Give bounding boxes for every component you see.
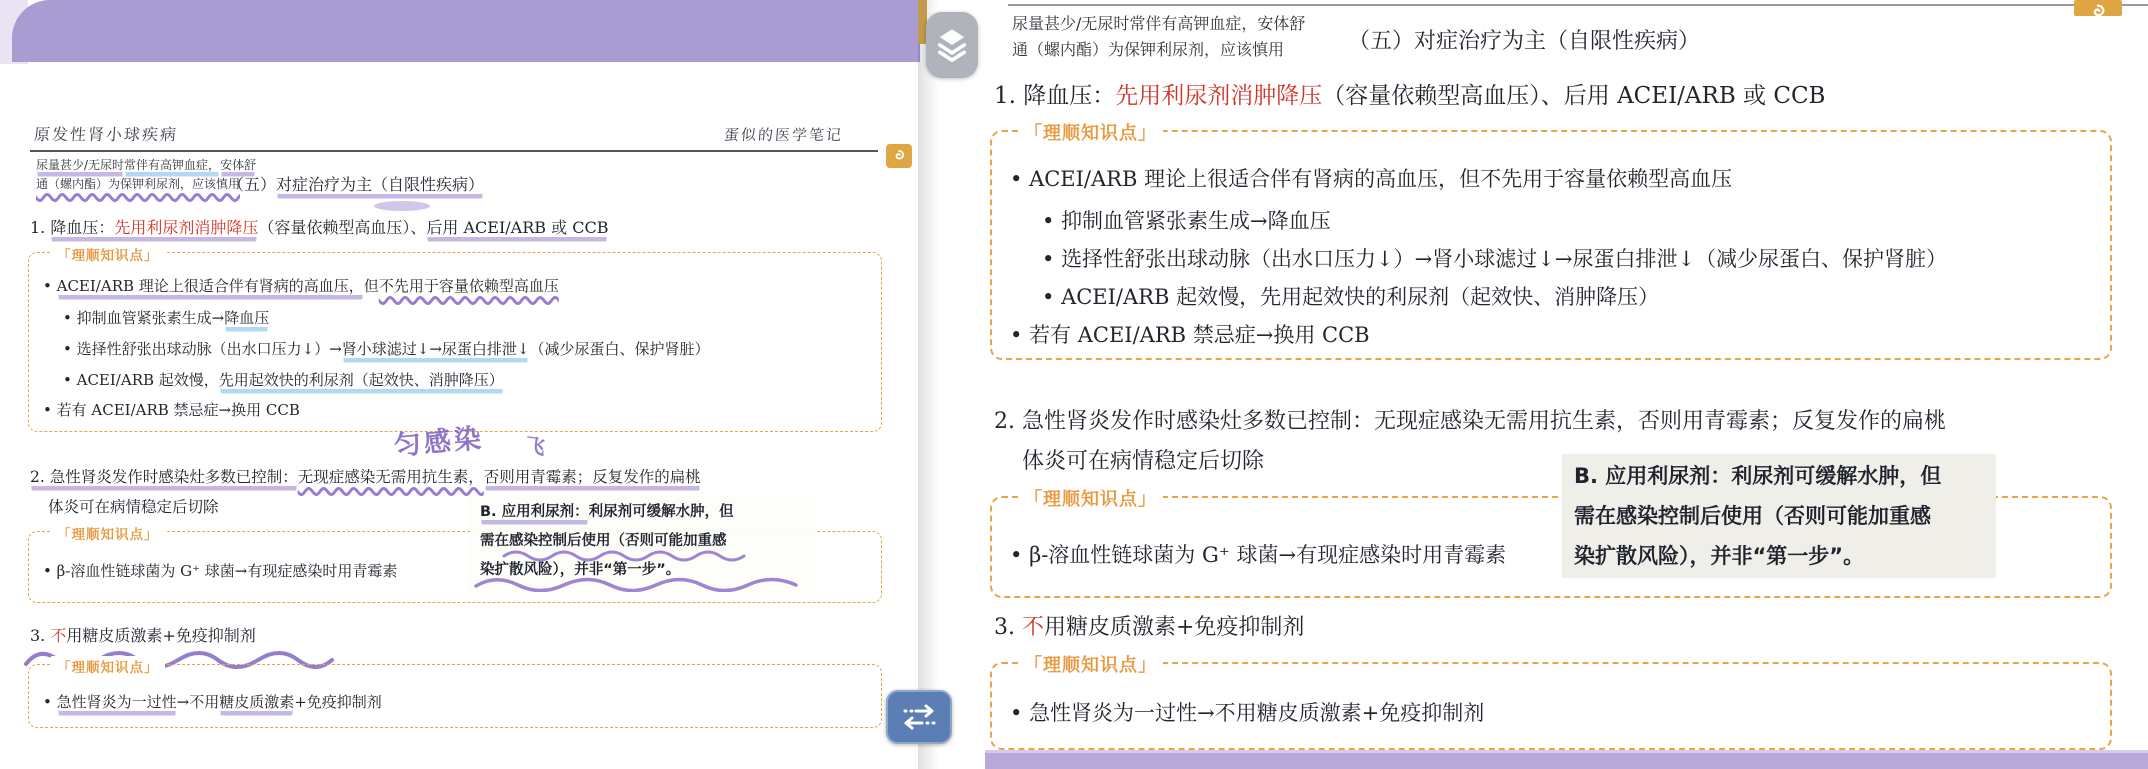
- page-divider: [918, 0, 950, 769]
- left-header-bar: [12, 0, 920, 62]
- list-item-2: 2. 急性肾炎发作时感染灶多数已控制：无现症感染无需用抗生素，否则用青霉素；反复发作的扁桃: [994, 409, 1947, 434]
- bullet-item: • 急性肾炎为一过性→不用糖皮质激素+免疫抑制剂: [43, 693, 382, 712]
- handwritten-annotation: 飞: [523, 432, 547, 460]
- bullet-item: • 急性肾炎为一过性→不用糖皮质激素+免疫抑制剂: [1010, 700, 1484, 726]
- knowledge-box-label: 「理顺知识点」: [1018, 651, 1163, 677]
- note-seg: 安体舒: [220, 158, 257, 172]
- layers-icon: [937, 28, 967, 62]
- swap-horizontal-icon: [899, 701, 939, 733]
- red-emphasis: 不: [50, 626, 67, 645]
- note-seg: 常伴有高钾血症，: [124, 158, 221, 172]
- bullet-item: • ACEI/ARB 理论上很适合伴有肾病的高血压，但不先用于容量依赖型高血压: [43, 277, 559, 296]
- margin-note-line2: 通（螺内酯）为保钾利尿剂，应该慎用: [1012, 40, 1285, 59]
- margin-note-line1: 尿量甚少/无尿时常伴有高钾血症，安体舒: [1012, 14, 1306, 33]
- sub-bullet-item: • 选择性舒张出球动脉（出水口压力↓）→肾小球滤过↓→尿蛋白排泄↓（减少尿蛋白、保护肾脏）: [1042, 246, 1947, 272]
- brand-title: 蛋似的医学笔记: [723, 126, 844, 144]
- section-heading: （五）对症治疗为主（自限性疾病）: [228, 175, 485, 194]
- logo-badge: [2074, 0, 2122, 16]
- left-page-panel: [0, 0, 948, 769]
- swap-pages-button[interactable]: [886, 690, 952, 744]
- margin-note-line1: [36, 158, 256, 173]
- list-item-2: 2. 急性肾炎发作时感染灶多数已控制：无现症感染无需用抗生素，否则用青霉素；反复发作的扁桃: [30, 468, 701, 486]
- knowledge-box-3: [990, 655, 2112, 750]
- knowledge-box-1: [28, 248, 882, 432]
- knowledge-box-label: 「理顺知识点」: [51, 523, 165, 543]
- sub-bullet-item: • 抑制血管紧张素生成→降血压: [63, 309, 269, 328]
- page-footer-bar: [985, 750, 2148, 769]
- sub-bullet-item: • 选择性舒张出球动脉（出水口压力↓）→肾小球滤过↓→尿蛋白排泄↓（减少尿蛋白、保护肾脏）: [63, 340, 710, 359]
- scribble-circle-mark: [472, 576, 802, 592]
- layers-button[interactable]: [926, 12, 978, 78]
- sub-bullet-item: • 抑制血管紧张素生成→降血压: [1042, 208, 1331, 234]
- knowledge-box-label: 「理顺知识点」: [1018, 119, 1163, 145]
- bullet-item: • 若有 ACEI/ARB 禁忌症→换用 CCB: [1010, 322, 1370, 348]
- note-seg: 尿量甚少/无尿时: [36, 158, 125, 172]
- sub-bullet-item: • ACEI/ARB 起效慢，先用起效快的利尿剂（起效快、消肿降压）: [1042, 284, 1659, 310]
- kidney-logo-icon: [2088, 2, 2108, 16]
- bullet-item: • 若有 ACEI/ARB 禁忌症→换用 CCB: [43, 401, 300, 420]
- annotation-overlay-note: B. 应用利尿剂：利尿剂可缓解水肿，但 需在感染控制后使用（否则可能加重感 染扩散风险），并非“第一步”。: [1562, 454, 1996, 578]
- margin-note-line2: 通（螺内酯）为保钾利尿剂，应该慎用: [36, 177, 241, 191]
- page-title: 原发性肾小球疾病: [33, 125, 179, 144]
- knowledge-box-label: 「理顺知识点」: [1018, 485, 1163, 511]
- annotation-overlay-note: B. 应用利尿剂：利尿剂可缓解水肿，但 需在感染控制后使用（否则可能加重感 染扩散风险），并非“第一步”。: [470, 496, 816, 592]
- scribble-underline-mark: [500, 548, 750, 562]
- highlight-blob-mark: [374, 201, 430, 211]
- list-item-3: 3. 不用糖皮质激素+免疫抑制剂: [30, 626, 256, 645]
- sub-bullet-item: • ACEI/ARB 起效慢，先用起效快的利尿剂（起效快、消肿降压）: [63, 371, 504, 390]
- red-emphasis: 先用利尿剂消肿降压: [1115, 83, 1323, 109]
- knowledge-box-1: [990, 123, 2112, 360]
- knowledge-box-label: 「理顺知识点」: [51, 656, 165, 676]
- red-emphasis: 先用利尿剂消肿降压: [114, 218, 259, 237]
- bullet-item: • ACEI/ARB 理论上很适合伴有肾病的高血压，但不先用于容量依赖型高血压: [1010, 166, 1732, 192]
- knowledge-box-label: 「理顺知识点」: [51, 244, 165, 264]
- top-rule: [1008, 4, 2148, 6]
- list-item-3: 3. 不用糖皮质激素+免疫抑制剂: [994, 615, 1305, 640]
- handwritten-annotation: 匀感染: [392, 423, 486, 462]
- section-heading: （五）对症治疗为主（自限性疾病）: [1348, 29, 1701, 54]
- bullet-item: • β-溶血性链球菌为 G⁺ 球菌→有现症感染时用青霉素: [43, 562, 397, 581]
- logo-badge: [886, 144, 912, 168]
- header-rule: [30, 150, 878, 152]
- list-item-1: 1. 降血压：先用利尿剂消肿降压（容量依赖型高血压）、后用 ACEI/ARB 或 CCB: [30, 218, 609, 237]
- red-emphasis: 不: [1021, 615, 1044, 640]
- bullet-item: • β-溶血性链球菌为 G⁺ 球菌→有现症感染时用青霉素: [1010, 542, 1506, 568]
- list-item-2-line2: 体炎可在病情稳定后切除: [1022, 449, 1265, 474]
- kidney-logo-icon: [891, 148, 907, 164]
- knowledge-box-3: [28, 660, 882, 728]
- list-item-1: 1. 降血压：先用利尿剂消肿降压（容量依赖型高血压）、后用 ACEI/ARB 或 CCB: [994, 83, 1826, 109]
- right-page-panel: [948, 0, 2148, 769]
- list-item-2-line2: 体炎可在病情稳定后切除: [48, 498, 219, 516]
